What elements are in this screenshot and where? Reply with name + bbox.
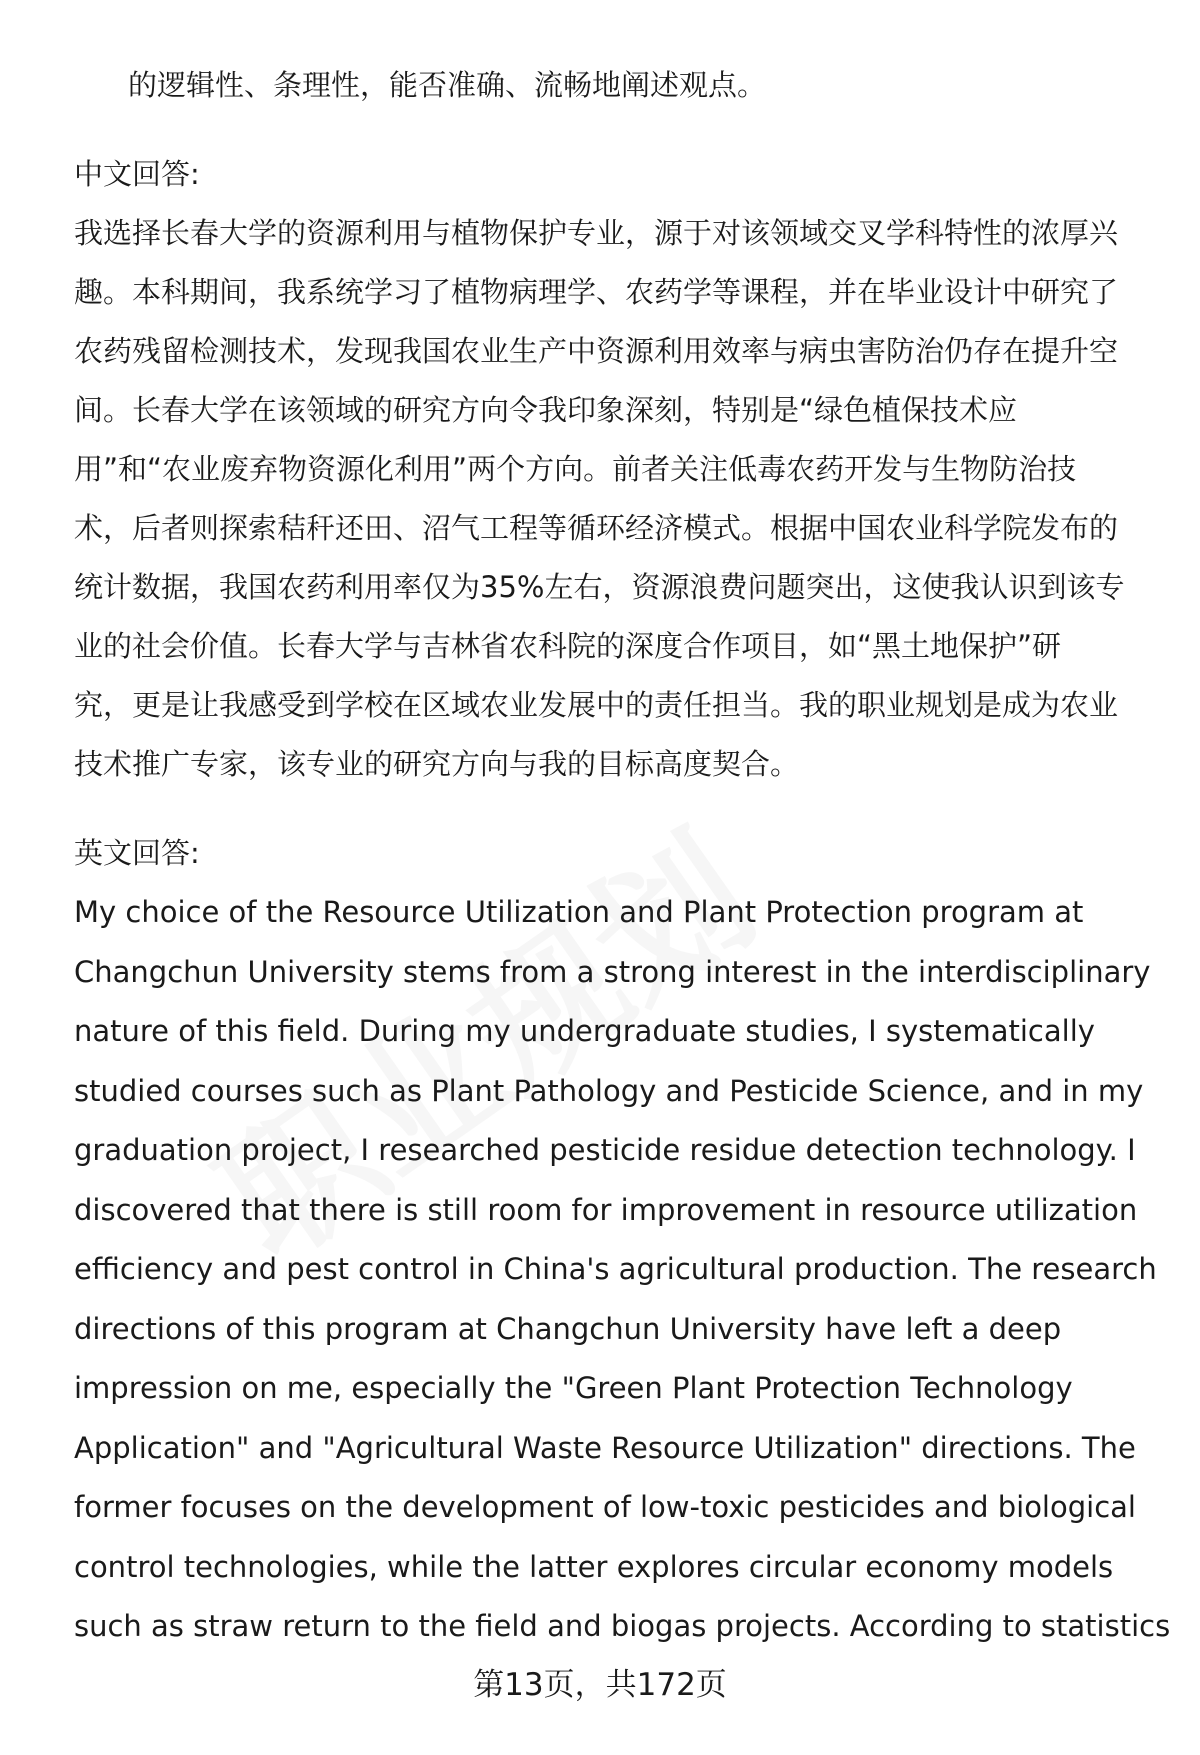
chinese-line: 究，更是让我感受到学校在区域农业发展中的责任担当。我的职业规划是成为农业 bbox=[74, 688, 1119, 722]
chinese-answer-heading: 中文回答: bbox=[74, 157, 200, 191]
chinese-line: 农药残留检测技术，发现我国农业生产中资源利用效率与病虫害防治仍存在提升空 bbox=[74, 334, 1119, 368]
chinese-line: 我选择长春大学的资源利用与植物保护专业，源于对该领域交叉学科特性的浓厚兴 bbox=[74, 216, 1119, 250]
english-line: former focuses on the development of low-toxic pesticides and biological bbox=[74, 1490, 1136, 1524]
chinese-line: 趣。本科期间，我系统学习了植物病理学、农药学等课程，并在毕业设计中研究了 bbox=[74, 275, 1119, 309]
english-line: efficiency and pest control in China's agricultural production. The research bbox=[74, 1252, 1157, 1286]
chinese-line: 统计数据，我国农药利用率仅为35%左右，资源浪费问题突出，这使我认识到该专 bbox=[74, 570, 1125, 604]
chinese-line: 用”和“农业废弃物资源化利用”两个方向。前者关注低毒农药开发与生物防治技 bbox=[74, 452, 1077, 486]
english-answer-body bbox=[74, 883, 1171, 1657]
english-line: impression on me, especially the "Green Plant Protection Technology bbox=[74, 1371, 1073, 1405]
chinese-line: 间。长春大学在该领域的研究方向令我印象深刻，特别是“绿色植保技术应 bbox=[74, 393, 1018, 427]
chinese-line: 术，后者则探索秸秆还田、沼气工程等循环经济模式。根据中国农业科学院发布的 bbox=[74, 511, 1119, 545]
chinese-answer-body bbox=[74, 204, 1154, 794]
english-line: My choice of the Resource Utilization and Plant Protection program at bbox=[74, 895, 1084, 929]
chinese-line: 业的社会价值。长春大学与吉林省农科院的深度合作项目，如“黑土地保护”研 bbox=[74, 629, 1062, 663]
chinese-line: 技术推广专家，该专业的研究方向与我的目标高度契合。 bbox=[74, 747, 800, 781]
english-line: nature of this field. During my undergraduate studies, I systematically bbox=[74, 1014, 1095, 1048]
english-line: such as straw return to the field and biogas projects. According to statistics bbox=[74, 1609, 1171, 1643]
page-number-footer: 第13页，共172页 bbox=[473, 1667, 727, 1703]
english-line: graduation project, I researched pesticide residue detection technology. I bbox=[74, 1133, 1136, 1167]
english-answer-heading: 英文回答: bbox=[74, 836, 200, 870]
english-line: discovered that there is still room for improvement in resource utilization bbox=[74, 1192, 1138, 1227]
intro-line: 的逻辑性、条理性，能否准确、流畅地阐述观点。 bbox=[128, 68, 767, 102]
english-line: studied courses such as Plant Pathology and Pesticide Science, and in my bbox=[74, 1073, 1144, 1108]
english-line: directions of this program at Changchun University have left a deep bbox=[74, 1311, 1062, 1346]
english-line: Application" and "Agricultural Waste Resource Utilization" directions. The bbox=[74, 1430, 1136, 1465]
page-content bbox=[74, 56, 1171, 1657]
english-line: control technologies, while the latter explores circular economy models bbox=[74, 1549, 1114, 1584]
english-line: Changchun University stems from a strong interest in the interdisciplinary bbox=[74, 954, 1151, 989]
